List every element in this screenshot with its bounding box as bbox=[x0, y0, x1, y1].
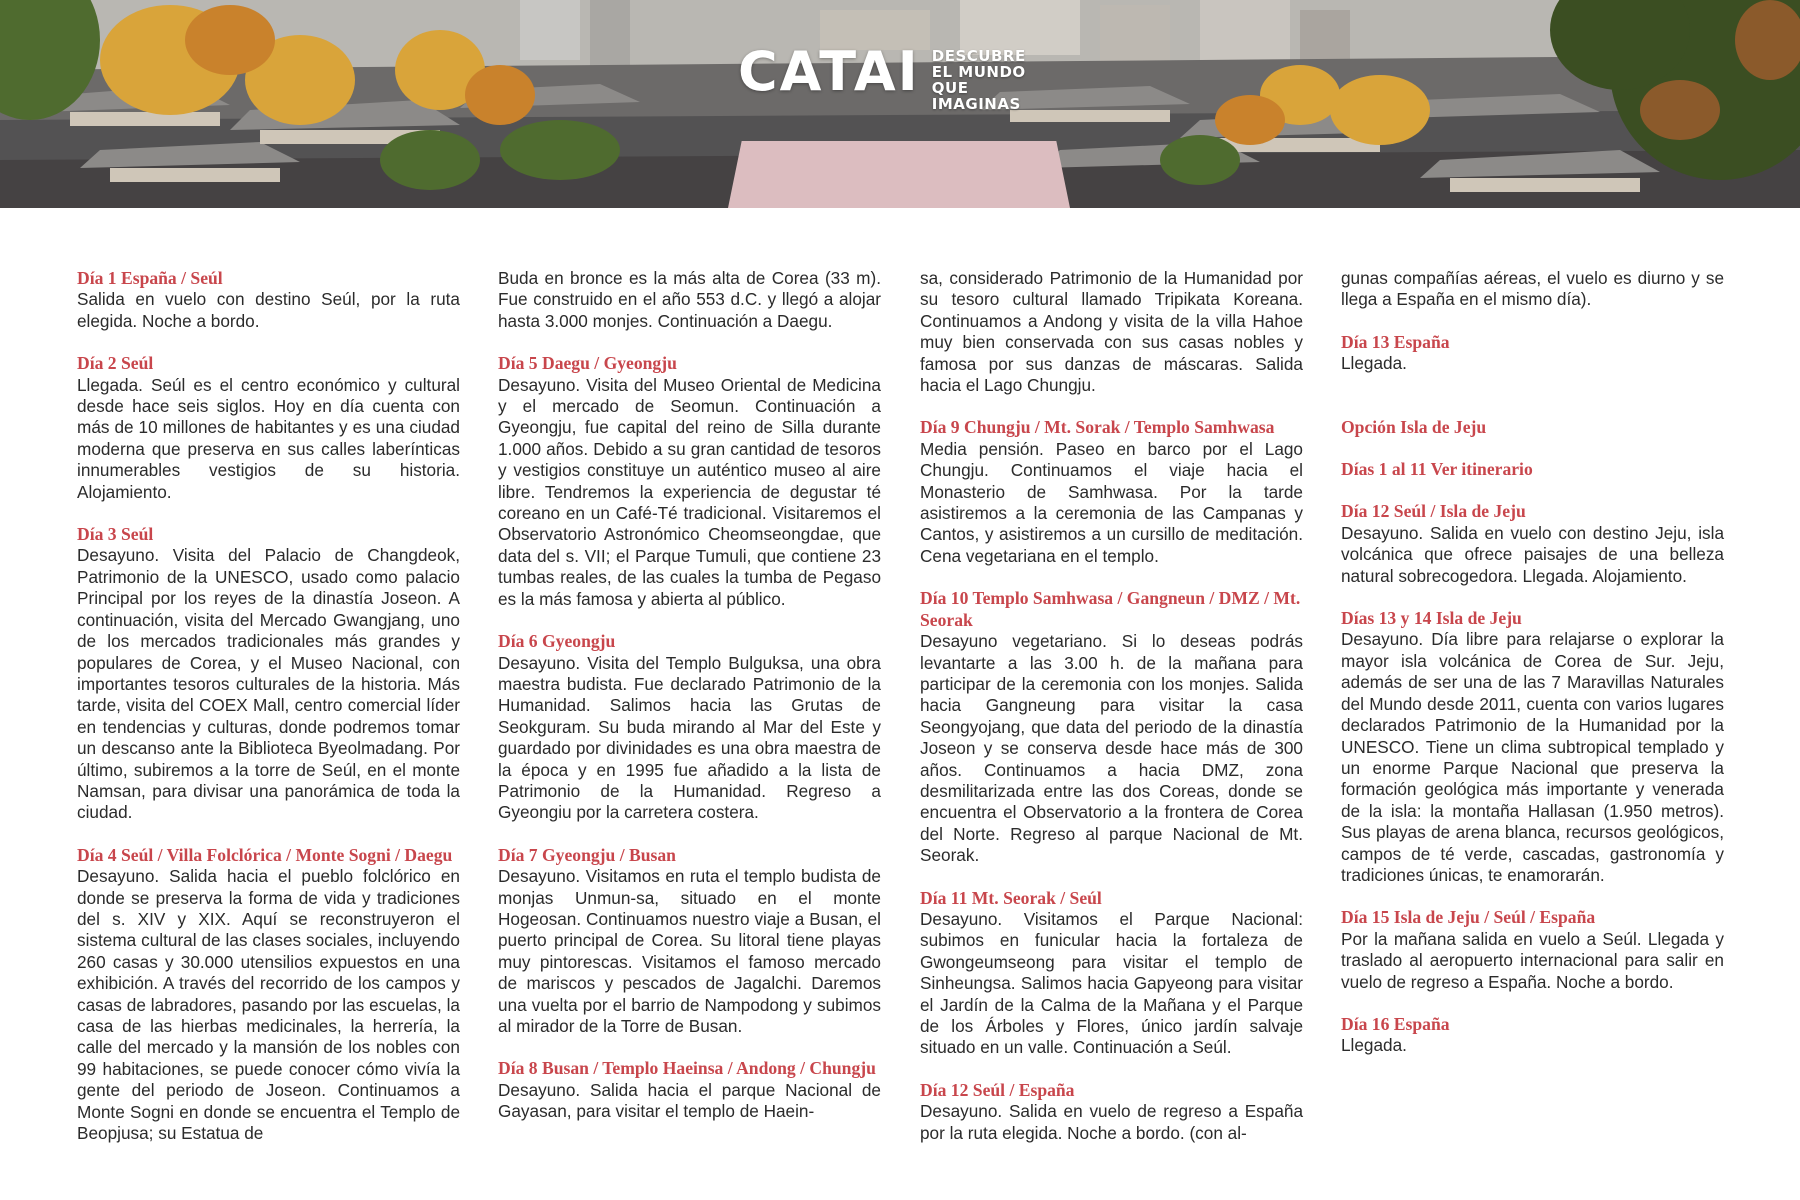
column-2 bbox=[498, 268, 881, 1144]
brand-logo bbox=[738, 40, 1050, 113]
day-title: Día 2 Seúl bbox=[77, 353, 154, 374]
itinerary-day bbox=[498, 631, 881, 824]
itinerary-day bbox=[77, 353, 460, 503]
day-text: Desayuno. Visitamos en ruta el templo budista de monjas Unmun-sa, situado en el monte Hogeosan. Continuamos nuestro viaje a Busan, el puerto principal de Corea. Su litoral tiene playas muy pintorescas. Visitamos el famoso mercado de mariscos y pescados de Jagalchi. Daremos una vuelta por el barrio de Nampodong y subimos al mirador de la Torre de Busan. bbox=[498, 866, 881, 1036]
day-title: Día 15 Isla de Jeju / Seúl / España bbox=[1341, 907, 1596, 928]
itinerary-day bbox=[77, 524, 460, 824]
day-title: Día 9 Chungju / Mt. Sorak / Templo Samhwasa bbox=[920, 417, 1275, 438]
day-title: Día 1 España / Seúl bbox=[77, 268, 223, 288]
itinerary-day bbox=[1341, 907, 1724, 993]
day-text: Desayuno. Salida en vuelo con destino Jeju, isla volcánica que ofrece paisajes de una belleza natural sobrecogedora. Llegada. Alojamiento. bbox=[1341, 522, 1724, 586]
itinerary-continuation bbox=[920, 268, 1303, 396]
option-title: Opción Isla de Jeju bbox=[1341, 416, 1487, 437]
day-text: Llegada. bbox=[1341, 1035, 1407, 1056]
itinerary-day bbox=[920, 1080, 1303, 1144]
logo-tagline: DESCUBRE EL MUNDO QUE IMAGINAS bbox=[931, 47, 1026, 113]
itinerary-day bbox=[920, 417, 1303, 567]
day-text: Desayuno. Visita del Museo Oriental de Medicina y el mercado de Seomun. Continuación a Gyeongju, fue capital del reino de Silla durante 1.000 años. Debido a su gran cantidad de tesoros y vestigios constituye un auténtico museo al aire libre. Tendremos la experiencia de degustar té coreano en un Café-Té tradicional. Visitaremos el Observatorio Astronómico Cheomseongdae, que data del s. VII; el Parque Tumuli, que contiene 23 tumbas reales, de las cuales la tumba de Pegaso es la más famosa y abierta al público. bbox=[498, 374, 881, 609]
day-text: Buda en bronce es la más alta de Corea (33 m). Fue construido en el año 553 d.C. y llegó a alojar hasta 3.000 monjes. Continuación a Daegu. bbox=[498, 268, 881, 331]
section-spacer bbox=[1341, 396, 1724, 417]
day-title: Día 11 Mt. Seorak / Seúl bbox=[920, 887, 1102, 908]
day-title: Días 13 y 14 Isla de Jeju bbox=[1341, 608, 1522, 629]
itinerary-day bbox=[1341, 608, 1724, 886]
itinerary-day bbox=[498, 845, 881, 1038]
day-text: Desayuno. Visita del Templo Bulguksa, una obra maestra budista. Fue declarado Patrimonio de la Humanidad. Salimos hacia las Grutas de Seokguram. Su buda mirando al Mar del Este y guardado por divinidades es una obra maestra de la época y en 1995 fue añadido a la lista de Patrimonio de la Humanidad. Regreso a Gyeongiu por la carretera costera. bbox=[498, 652, 881, 823]
day-text: Media pensión. Paseo en barco por el Lago Chungju. Continuamos el viaje hacia el Monasterio de Samhwasa. Por la tarde asistiremos a la ceremonia de las Campanas y Cantos, y asistiremos a un cursillo de meditación. Cena vegetariana en el templo. bbox=[920, 438, 1303, 566]
day-text: Desayuno. Salida hacia el pueblo folclórico en donde se preserva la forma de vida y tradiciones del s. XIV y XIX. Aquí se reconstruyeron el sistema cultural de las clases sociales, incluyendo 260 casas y 30.000 utensilios expuestos en una exhibición. A través del recorrido de los campos y casas de labradores, pasando por las escuelas, la casa de las hierbas medicinales, la herrería, la calle del mercado y la mansión de los nobles con 99 habitaciones, se puede conocer cómo vivía la gente del periodo de Joseon. Continuamos a Monte Sogni en donde se encuentra el Templo de Beopjusa; su Estatua de bbox=[77, 866, 460, 1144]
header-banner bbox=[0, 0, 1800, 208]
day-text: gunas compañías aéreas, el vuelo es diurno y se llega a España en el mismo día). bbox=[1341, 268, 1724, 310]
day-text: Desayuno. Salida en vuelo de regreso a España por la ruta elegida. Noche a bordo. (con al- bbox=[920, 1101, 1303, 1143]
itinerary-day bbox=[1341, 501, 1724, 587]
itinerary-continuation bbox=[1341, 268, 1724, 311]
itinerary-day bbox=[77, 268, 460, 332]
itinerary-day bbox=[1341, 1014, 1724, 1057]
day-title: Día 10 Templo Samhwasa / Gangneun / DMZ / Mt. Seorak bbox=[920, 588, 1301, 630]
day-title: Día 13 España bbox=[1341, 331, 1450, 352]
day-title: Día 8 Busan / Templo Haeinsa / Andong / Chungju bbox=[498, 1058, 876, 1079]
day-text: Desayuno vegetariano. Si lo deseas podrás levantarte a las 3.00 h. de la mañana para participar de la ceremonia con los monjes. Salida hacia Gangneung para visitar la casa Seongyojang, que data del periodo de la dinastía Joseon y se conserva desde hace más de 300 años. Continuamos a hacia DMZ, zona desmilitarizada entre las dos Coreas, donde se encuentra el Observatorio a la frontera de Corea del Norte. Regreso al parque Nacional de Mt. Seorak. bbox=[920, 631, 1303, 866]
itinerary-day bbox=[1341, 332, 1724, 375]
day-text: Desayuno. Visitamos el Parque Nacional: subimos en funicular hacia la fortaleza de Gwongeumseong para visitar el templo de Sinheungsa. Salimos hacia Gapyeong para visitar el Jardín de la Calma de la Mañana y el Parque de los Árboles y Flores, único jardín salvaje situado en un valle. Continuación a Seúl. bbox=[920, 908, 1303, 1058]
itinerary-day bbox=[498, 1058, 881, 1122]
logo-word: CATAI bbox=[738, 40, 920, 103]
day-text: Desayuno. Salida hacia el parque Nacional de Gayasan, para visitar el templo de Haein- bbox=[498, 1079, 881, 1122]
day-text: Desayuno. Visita del Palacio de Changdeok, Patrimonio de la UNESCO, usado como palacio Principal por los reyes de la dinastía Joseon. A continuación, visita del Mercado Gwangjang, uno de los mercados tradicionales más grandes y populares de Corea, y el Museo Nacional, con importantes tesoros culturales de la historia. Más tarde, visita del COEX Mall, centro comercial líder en tendencias y culturas, donde podremos tomar un descanso ante la Biblioteca Byeolmadang. Por último, subiremos a la torre de Seúl, en el monte Namsan, para divisar una panorámica de toda la ciudad. bbox=[77, 545, 460, 823]
itinerary-day bbox=[498, 353, 881, 610]
day-text: Desayuno. Día libre para relajarse o explorar la mayor isla volcánica de Corea de Sur. Jeju, además de ser una de las 7 Maravillas Naturales del Mundo desde 2011, cuenta con varios lugares declarados Patrimonio de la Humanidad por la UNESCO. Tiene un clima subtropical templado y un enorme Parque Nacional que preserva la formación geológica más importante y venerada de la isla: la montaña Hallasan (1.950 metros). Sus playas de arena blanca, recursos geológicos, campos de té verde, cascadas, gastronomía y tradiciones únicas, te enamorarán. bbox=[1341, 629, 1724, 885]
column-4 bbox=[1341, 268, 1724, 1078]
day-text: Por la mañana salida en vuelo a Seúl. Llegada y traslado al aeropuerto internacional para salir en vuelo de regreso a España. Noche a bordo. bbox=[1341, 928, 1724, 992]
day-title: Día 6 Gyeongju bbox=[498, 631, 616, 652]
day-title: Día 4 Seúl / Villa Folclórica / Monte Sogni / Daegu bbox=[77, 844, 453, 865]
day-title: Día 5 Daegu / Gyeongju bbox=[498, 353, 677, 374]
column-1 bbox=[77, 268, 460, 1165]
day-text: Llegada. Seúl es el centro económico y cultural desde hace seis siglos. Hoy en día cuenta con más de 10 millones de habitantes y es una ciudad moderna que preserva en sus calles laberínticas innumerables vestigios de su historia. Alojamiento. bbox=[77, 374, 460, 502]
day-title: Día 3 Seúl bbox=[77, 524, 154, 545]
day-text: Llegada. bbox=[1341, 353, 1407, 374]
day-text: sa, considerado Patrimonio de la Humanidad por su tesoro cultural llamado Tripikata Koreana. Continuamos a Andong y visita de la villa Hahoe muy bien conservada con sus casas nobles y famosa por sus danzas de máscaras. Salida hacia el Lago Chungju. bbox=[920, 268, 1303, 396]
option-range: Días 1 al 11 Ver itinerario bbox=[1341, 459, 1533, 480]
day-title: Día 7 Gyeongju / Busan bbox=[498, 844, 676, 865]
itinerary-day bbox=[77, 845, 460, 1145]
day-title: Día 12 Seúl / España bbox=[920, 1079, 1075, 1100]
itinerary-day bbox=[920, 588, 1303, 866]
itinerary-day bbox=[920, 888, 1303, 1059]
column-3 bbox=[920, 268, 1303, 1165]
day-title: Día 12 Seúl / Isla de Jeju bbox=[1341, 501, 1526, 522]
header-tab bbox=[728, 141, 1070, 208]
day-title: Día 16 España bbox=[1341, 1013, 1450, 1034]
itinerary-continuation bbox=[498, 268, 881, 332]
day-text: Salida en vuelo con destino Seúl, por la ruta elegida. Noche a bordo. bbox=[77, 289, 460, 331]
